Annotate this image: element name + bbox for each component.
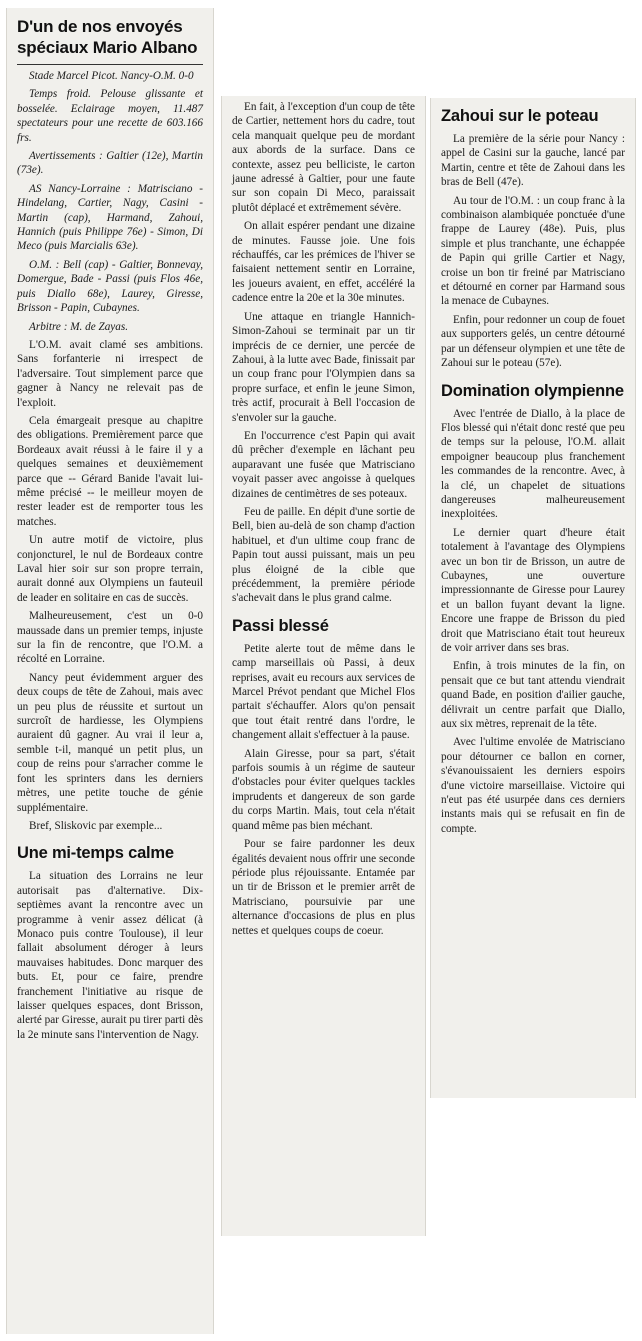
column-1 [6, 8, 214, 1334]
lineup-om: O.M. : Bell (cap) - Galtier, Bonnevay, Domergue, Bade - Passi (puis Flos 46e, puis Diallo 68e), Laurey, Giresse, Brisson - Papin, Cubaynes. [17, 258, 203, 315]
paragraph: Le dernier quart d'heure était totalement à l'avantage des Olympiens avec un bon tir de Brisson, un autre de Cubaynes, une ouverture impressionnante de Giresse pour Laurey et un ballon fuyant devant la ligne. Encore une frappe de Brisson du pied droit que Matrisciano était tout heureux de voir arriver dans ses bras. [441, 526, 625, 654]
subheading-domination: Domination olympienne [441, 381, 624, 400]
paragraph: En l'occurrence c'est Papin qui avait dû prêcher d'exemple en lâchant peu auparavant une fusée que Matrisciano voyait passer avec angoisse à quelques dizaines de centimètres de ses poteaux. [232, 429, 415, 500]
paragraph: Au tour de l'O.M. : un coup franc à la combinaison alambiquée ponctuée d'une frappe de Laurey (48e). Puis, plus simple et plus tranchante, une échappée de Papin qui grille Cartier et Nagy, croise un bon tir freiné par Matrisciano et détourné en corner par Harmand sous la menace de Cubaynes. [441, 194, 625, 308]
paragraph: Avec l'entrée de Diallo, à la place de Flos blessé qui n'était donc resté que peu de temps sur la pelouse, l'O.M. allait empoigner beaucoup plus franchement les commandes de la rencontre. Avec, à la clé, un chapelet de situations dangereuses malheureusement inexploitées. [441, 407, 625, 521]
subheading-mi-temps: Une mi-temps calme [17, 844, 174, 863]
paragraph: Enfin, pour redonner un coup de fouet aux supporters gelés, un centre détourné par un défenseur olympien et une tête de Zahoui sur le poteau (57e). [441, 313, 625, 370]
paragraph: Pour se faire pardonner les deux égalités devaient nous offrir une seconde période plus réjouissante. Entamée par un tir de Brisson et le premier arrêt de Matrisciano, poursuivie par une alternance d'occasions de plus en plus nettes et quelques coups de coeur. [232, 838, 415, 937]
paragraph: La première de la série pour Nancy : appel de Casini sur la gauche, lancé par Martin, centre et tête de Zahoui dans les bras de Bell (47e). [441, 133, 625, 189]
column-2 [221, 96, 426, 1236]
match-conditions: Temps froid. Pelouse glissante et bosselée. Eclairage moyen, 11.487 spectateurs pour une recette de 603.166 frs. [17, 88, 203, 144]
match-cards: Avertissements : Galtier (12e), Martin (73e). [17, 150, 203, 177]
paragraph: Petite alerte tout de même dans le camp marseillais où Passi, à deux reprises, avait eu recours aux services de Marcel Prévot pendant que Michel Flos partait s'échauffer. Alors qu'on pensait que tout était rentré dans l'ordre, le changement allait s'effectuer à la pause. [232, 642, 415, 742]
paragraph: On allait espérer pendant une dizaine de minutes. Fausse joie. Une fois réchauffés, car les prémices de l'hiver se faisaient nettement sentir en Lorraine, les joueurs avaient, en effet, accéléré la cadence entre la 20e et la 30e minutes. [232, 220, 415, 305]
paragraph: Cela émargeait presque au chapitre des obligations. Premièrement parce que Bordeaux avait réussi à le faire il y a quelques semaines et deuxièmement parce que -- Gérard Banide l'avait lui-même précisé -- le meilleur moyen de rester leader est de remporter tous les matches. [17, 414, 203, 528]
paragraph: Alain Giresse, pour sa part, s'était parfois soumis à un régime de sauteur d'obstacles pour éviter quelques tackles imprudents et dangereux de son garde du corps Martin. Mais, tout cela n'était quand même pas bien méchant. [232, 747, 415, 832]
referee: Arbitre : M. de Zayas. [29, 320, 129, 333]
paragraph: Enfin, à trois minutes de la fin, on pensait que ce but tant attendu viendrait quand Bade, en position d'ailier gauche, délivrait un centre parfait que Diallo, aux six mètres, reprenait de la tête. [441, 660, 625, 731]
paragraph: En fait, à l'exception d'un coup de tête de Cartier, nettement hors du cadre, tout cela manquait quelque peu de mordant aux abords de la surface. Dans ce contexte, assez peu belliciste, le carton jaune adressé à Galtier, pour une faute sur son copain Di Meco, paraissait plutôt déplacé et extrêmement sévère. [232, 101, 415, 214]
match-venue: Stade Marcel Picot. Nancy-O.M. 0-0 [29, 70, 194, 82]
subheading-zahoui: Zahoui sur le poteau [441, 107, 599, 125]
paragraph: L'O.M. avait clamé ses ambitions. Sans forfanterie ni irrespect de l'adversaire. Tout simplement parce que gagner à Nancy ne relevait pas de l'exploit. [17, 338, 203, 409]
paragraph: Nancy peut évidemment arguer des deux coups de tête de Zahoui, mais avec un peu plus de réussite et surtout un surcroît de hardiesse, les Olympiens auraient dû gagner. Au vrai il leur a, semble t-il, manqué un petit plus, un coup de reins pour s'arracher comme le font les sprinters dans les derniers mètres, une petite touche de génie supplémentaire. [17, 671, 203, 814]
paragraph: Malheureusement, c'est un 0-0 maussade dans un premier temps, injuste sur la fin de rencontre, que l'O.M. a récolté en Lorraine. [17, 610, 203, 666]
subheading-passi: Passi blessé [232, 616, 329, 635]
header-rule [17, 64, 203, 65]
paragraph: Un autre motif de victoire, plus conjoncturel, le nul de Bordeaux contre Laval hier soir sur son propre terrain, aurait donné aux Olympiens un fauteuil de leader en solitaire en cas de succès. [17, 534, 203, 604]
lineup-nancy: AS Nancy-Lorraine : Matrisciano - Hindelang, Cartier, Nagy, Casini - Martin (cap), Harmand, Zahoui, Hannich (puis Philippe 76e) - Simon, Di Meco (puis Marcialis 63e). [17, 182, 203, 253]
paragraph: Bref, Sliskovic par exemple... [29, 819, 163, 832]
column-3 [430, 98, 636, 1098]
paragraph: Feu de paille. En dépit d'une sortie de Bell, bien au-delà de son champ d'action habituel, et d'un ultime coup franc de Papin tout aussi puissant, mais un peu plus éloigné de la cible que précédemment, la première période s'achevait dans le plus grand calme. [232, 505, 415, 605]
paragraph: Avec l'ultime envolée de Matrisciano pour détourner ce ballon en corner, s'évanouissaient les derniers espoirs d'une victoire marseillaise. Victoire qui n'eut pas été usurpée dans ces derniers instants mais qui se refusait en fin de compte. [441, 736, 625, 835]
article-header: D'un de nos envoyés spéciaux Mario Albano [17, 17, 198, 57]
paragraph: La situation des Lorrains ne leur autorisait pas d'alternative. Dix-septièmes avant la rencontre avec un programme à venir assez délicat (à Monaco puis contre Toulouse), il leur fallait absolument déroger à leurs mauvaises habitudes. Donc marquer des buts. Et, pour ce faire, prendre franchement l'initiative au risque de laisser quelques espaces, dont Brisson, alerté par Giresse, aurait pu tirer parti dès la 2e minute sans l'intervention de Nagy. [17, 870, 203, 1041]
paragraph: Une attaque en triangle Hannich-Simon-Zahoui se terminait par un tir imprécis de ce dernier, une percée de Zahoui, à la lutte avec Bade, finissait par un coup franc pour l'Olympien dans sa propre surface, et enfin le jeune Simon, très actif, procurait à Bell l'occasion de s'envoler sur la gauche. [232, 310, 415, 424]
